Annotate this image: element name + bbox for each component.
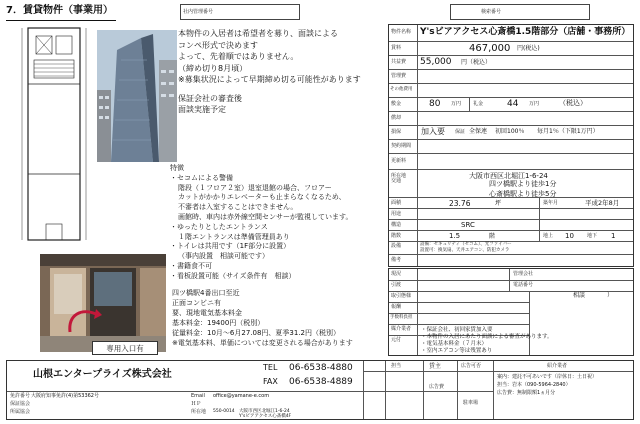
- handover-label: 引渡: [391, 282, 402, 288]
- broker-label: 媒介業者: [391, 326, 412, 332]
- key-money-tax: （税込）: [559, 99, 587, 107]
- usage-label: 用途: [391, 211, 402, 217]
- remark-line: ・室内エアコン等は残置あり: [421, 348, 493, 354]
- common-fee-label: 共益費: [391, 59, 407, 65]
- entrance-caption-text: 専用入口有: [106, 344, 144, 353]
- transaction-label: 取引態様: [391, 293, 412, 299]
- key-money-unit: 万円: [529, 101, 540, 107]
- consult-paren: ）: [607, 292, 614, 299]
- description-line: （締め切り8月頃）: [178, 63, 248, 73]
- feature-line: カットがかかりエレベーターも止まらなくなるため、: [178, 193, 346, 202]
- traffic-line-1: 四ツ橋駅より徒歩1分: [489, 180, 557, 188]
- common-fee-value: 55,000: [420, 57, 452, 67]
- deposit-value: 80: [429, 99, 441, 109]
- feature-line: 不審者は入室することはできません。: [178, 203, 298, 212]
- basement-value: 1: [611, 232, 616, 240]
- insurance-value: 加入要: [421, 127, 445, 136]
- rent-label: 賃料: [391, 45, 402, 51]
- feature-line: ・トイレは共用です（1F部分に設置）: [170, 242, 291, 251]
- entrance-caption: [92, 341, 158, 355]
- access-line: 正面コンビニ有: [172, 299, 221, 307]
- staff-label: 担当: [391, 363, 402, 369]
- amortization-label: 償却: [391, 115, 402, 121]
- structure-value: SRC: [461, 221, 475, 229]
- floors-label: 階数: [391, 233, 402, 239]
- contract-label: 契約期間: [391, 143, 412, 149]
- total-floors-value: 10: [565, 232, 574, 240]
- description-line: 面談実施予定: [178, 105, 226, 114]
- company-name: 山根エンタープライズ株式会社: [33, 369, 172, 380]
- guarantee-initial: 初回100％: [495, 128, 525, 135]
- search-number-box: [450, 4, 590, 20]
- hp-label: ＨＰ: [191, 401, 202, 407]
- feature-line: ・セコムによる警備: [170, 173, 233, 182]
- structure-label: 構造: [391, 222, 402, 228]
- key-money-label: 礼金: [473, 101, 484, 107]
- floor-value: 1.5: [449, 232, 461, 240]
- title-underline: [6, 20, 116, 21]
- introducer-label: 紹介業者: [547, 363, 568, 369]
- guarantee-label: 保証: [455, 129, 466, 135]
- equipment-line-2: 設置可：換気扇、天井エアコン、防犯カメラ: [420, 248, 510, 253]
- built-label: 築年月: [543, 200, 559, 206]
- access-line: ※電気基本料、単価については変更される場合があります: [172, 339, 353, 347]
- footer: [6, 360, 634, 420]
- other-fee-label: その他費用: [390, 87, 413, 92]
- guarantee-monthly: 毎月1％（下限1万円）: [537, 128, 599, 135]
- tel-value: 06-6538-4880: [289, 363, 353, 373]
- building-photo: [97, 30, 177, 162]
- admin-number-box: [180, 4, 300, 20]
- common-fee-unit: 円（税込）: [461, 59, 492, 66]
- consult-label: 相談: [573, 292, 586, 299]
- feature-line: ・ゆったりとしたエントランス: [170, 222, 268, 231]
- feature-line: ・書籍食不可: [170, 261, 212, 270]
- name-label: 物件名称: [391, 29, 412, 35]
- address-value: 大阪市西区北堀江1-6-24: [469, 172, 548, 180]
- address-label: 所在地: [391, 173, 407, 179]
- area-label: 面積: [391, 200, 402, 206]
- company-address-label: 所在地: [191, 409, 207, 415]
- access-line: 四ツ橋駅4番出口至近: [172, 289, 240, 297]
- footer-contact-line: 広告費：無制限額1ヵ月分: [497, 390, 556, 396]
- company-address: 大阪市西区北堀江1-6-24: [239, 409, 290, 414]
- insurance-label: 損保: [391, 129, 402, 135]
- traffic-label: 交通: [391, 178, 402, 184]
- rent-unit: 円(税込): [517, 45, 540, 52]
- features-title: 特徴: [170, 164, 184, 172]
- traffic-line-2: 心斎橋駅より徒歩5分: [489, 190, 557, 198]
- entrance-photo: [40, 254, 166, 352]
- email-label: Email: [191, 393, 205, 399]
- ad-fee-label: 広告費: [429, 384, 445, 390]
- staff-value: 賃主: [429, 363, 442, 370]
- contact-table: [388, 268, 634, 356]
- floor-unit: 階: [489, 233, 496, 240]
- postal-code: 550-0014: [213, 409, 235, 414]
- feature-line: ・看板設置可能（サイズ条件有 相談）: [170, 271, 296, 280]
- feature-line: 画館時、車内は赤外線空間センサーが監視しています。: [178, 212, 353, 221]
- remark-line: ・保証会社、初回家賃加入要: [421, 327, 493, 333]
- area-value: 23.76: [449, 199, 471, 208]
- property-name: Y'sビアアクセス心斎橋1.5階部分（店舗・事務所）: [420, 27, 631, 37]
- deposit-label: 敷金: [391, 101, 402, 107]
- remarks-block: [421, 327, 553, 355]
- footer-contact: [497, 373, 597, 397]
- phone-label: 電話番号: [513, 282, 534, 288]
- tel-label: TEL: [263, 363, 278, 372]
- access-notes: [172, 288, 382, 348]
- access-line: 要、現地電気基本料金: [172, 309, 242, 317]
- member-label: 所属協会: [10, 409, 31, 415]
- section-title: 7．賃貸物件（事業用）: [6, 5, 113, 16]
- description-line: ※募集状況によって早期締め切る可能性があります: [178, 75, 361, 84]
- email-value: office@yamane-e.com: [213, 393, 270, 399]
- status-label: 現況: [391, 271, 402, 277]
- fee-burden-label: 手数料負担: [390, 315, 413, 320]
- search-number-label: 検索番号: [481, 9, 502, 15]
- deposit-unit: 万円: [451, 101, 462, 107]
- remark-line: ・本物件の入居にあたり面談による審査があります。: [421, 334, 553, 340]
- footer-contact-line: 担当：岩本（090-5964-2840）: [497, 382, 571, 388]
- access-line: 従量料金：10月〜6月27.08円、夏季31.2円（税別）: [172, 329, 340, 337]
- license-label: 免許番号: [10, 393, 31, 399]
- parking-label: 駐車場: [463, 400, 479, 406]
- description-line: コンペ形式で決めます: [178, 40, 258, 50]
- maintenance-label: 管理費: [391, 73, 407, 79]
- description-line: よって、先着順ではありません。: [178, 52, 299, 61]
- equipment-label: 設備: [391, 243, 402, 249]
- features-block: [170, 164, 380, 282]
- guarantee-company: 全保連: [469, 128, 488, 135]
- license-value: 大阪府知事免許(4)第53362号: [31, 393, 99, 399]
- fax-value: 06-6538-4889: [289, 377, 353, 387]
- feature-line: （事内設置 相談可能です）: [178, 252, 269, 261]
- company-building: Y'sビアアクセス心斎橋4F: [239, 414, 292, 419]
- renewal-label: 更新料: [391, 158, 407, 164]
- floor-plan: [16, 24, 92, 244]
- rent-value: 467,000: [469, 43, 511, 54]
- ad-allowed-label: 広告可否: [461, 363, 482, 369]
- key-money-value: 44: [507, 99, 519, 109]
- built-value: 平成2年8月: [585, 199, 620, 207]
- description-block: [178, 28, 388, 116]
- area-unit: 坪: [495, 200, 502, 207]
- description-line: 保証会社の審査後: [178, 93, 242, 103]
- association-label: 保証協会: [10, 401, 31, 407]
- property-table: [388, 24, 634, 267]
- description-line: 本物件の入居者は希望者を募り、面談による: [178, 29, 338, 38]
- footer-contact-line: 案内：建託不可あいです（岸休日：土日祝）: [497, 374, 598, 380]
- admin-number-label: 社内管理番号: [183, 9, 214, 15]
- equipment-line-1: 設備：セキュリティ（セコム）、光ファイバー: [420, 242, 512, 247]
- feature-line: １階エントランスは準備管理員あり: [178, 232, 290, 241]
- management-company-label: 管理会社: [513, 271, 534, 277]
- remark-line: ・電気基本料金（７月末）: [421, 341, 488, 347]
- origin-label: 元付: [391, 337, 402, 343]
- fee-label: 報酬: [391, 304, 402, 310]
- feature-line: 階段（１フロア２室）退室退館の場合、フロアー: [178, 183, 332, 192]
- fax-label: FAX: [263, 377, 278, 386]
- access-line: 基本料金：19400円（税別）: [172, 319, 265, 327]
- total-floors-label: 地上: [543, 233, 554, 239]
- notes-label: 備考: [391, 257, 402, 263]
- basement-label: 地下: [587, 233, 598, 239]
